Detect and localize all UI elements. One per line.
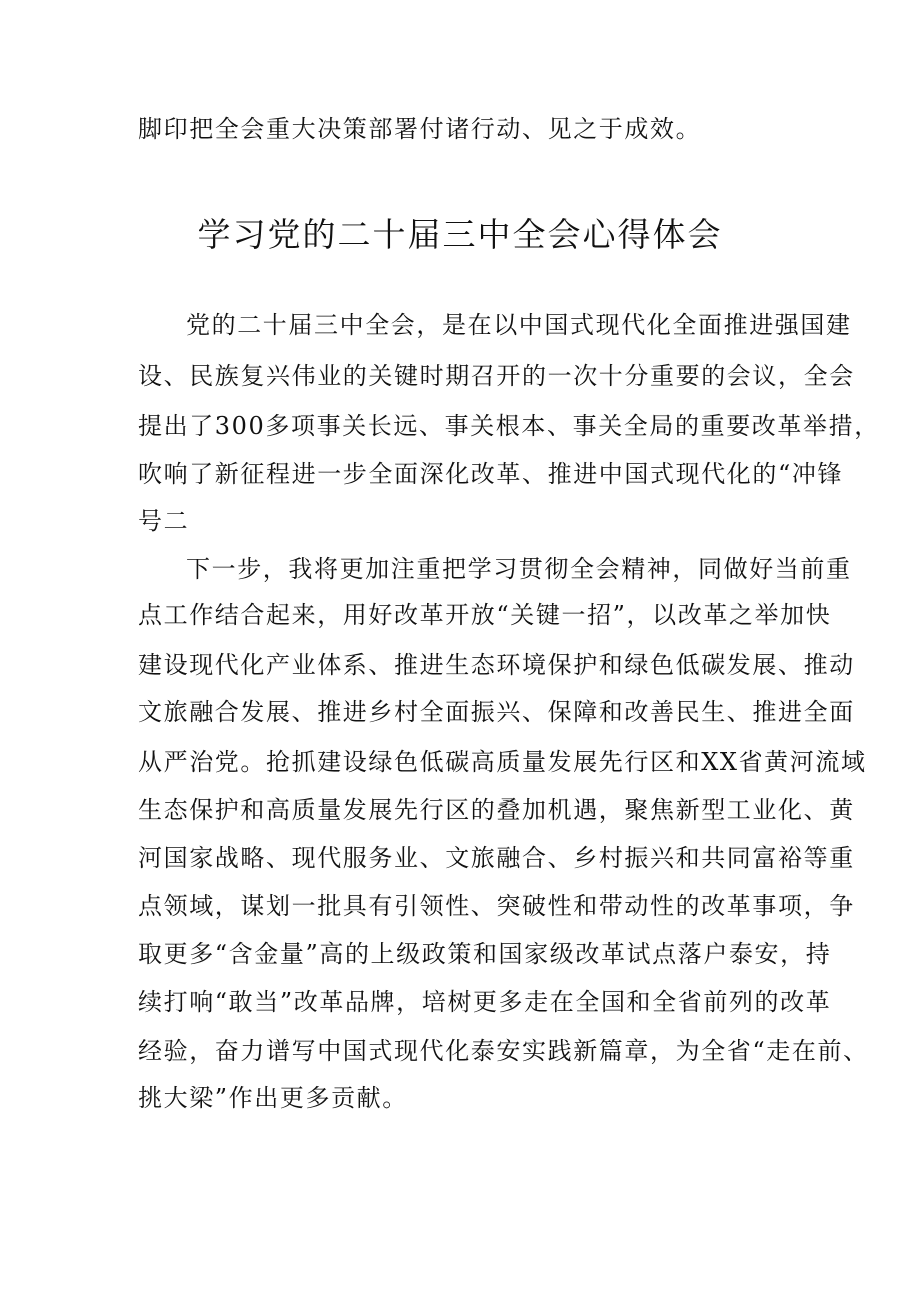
- paragraph-line: 取更多“含金量”高的上级政策和国家级改革试点落户泰安，持: [138, 940, 832, 968]
- paragraph-line: 点工作结合起来，用好改革开放“关键一招”，以改革之举加快: [138, 601, 832, 629]
- paragraph-line: 点领域，谋划一批具有引领性、突破性和带动性的改革事项，争: [138, 892, 855, 920]
- paragraph-line: 河国家战略、现代服务业、文旅融合、乡村振兴和共同富裕等重: [138, 844, 855, 872]
- paragraph-line: 经验，奋力谱写中国式现代化泰安实践新篇章，为全省“走在前、: [138, 1037, 869, 1065]
- paragraph-line: 生态保护和高质量发展先行区的叠加机遇，聚焦新型工业化、黄: [138, 796, 855, 824]
- paragraph-line: 吹响了新征程进一步全面深化改革、推进中国式现代化的“冲锋: [138, 460, 844, 488]
- paragraph-line: 党的二十届三中全会，是在以中国式现代化全面推进强国建: [186, 311, 852, 339]
- paragraph-line: 建设现代化产业体系、推进生态环境保护和绿色低碳发展、推动: [138, 651, 855, 679]
- paragraph-line: 号二: [138, 507, 190, 535]
- paragraph-line: 挑大梁”作出更多贡献。: [138, 1084, 408, 1112]
- lead-line: 脚印把全会重大决策部署付诸行动、见之于成效。: [138, 115, 702, 143]
- paragraph-line: 续打响“敢当”改革品牌，培树更多走在全国和全省前列的改革: [138, 988, 832, 1016]
- paragraph-line: 从严治党。抢抓建设绿色低碳高质量发展先行区和XX省黄河流域: [138, 748, 867, 776]
- paragraph-line: 提出了300多项事关长远、事关根本、事关全局的重要改革举措，: [138, 412, 880, 440]
- paragraph-line: 设、民族复兴伟业的关键时期召开的一次十分重要的会议，全会: [138, 362, 855, 390]
- paragraph-line: 文旅融合发展、推进乡村全面振兴、保障和改善民生、推进全面: [138, 698, 855, 726]
- paragraph-line: 下一步，我将更加注重把学习贯彻全会精神，同做好当前重: [186, 555, 852, 583]
- document-title: 学习党的二十届三中全会心得体会: [197, 215, 723, 254]
